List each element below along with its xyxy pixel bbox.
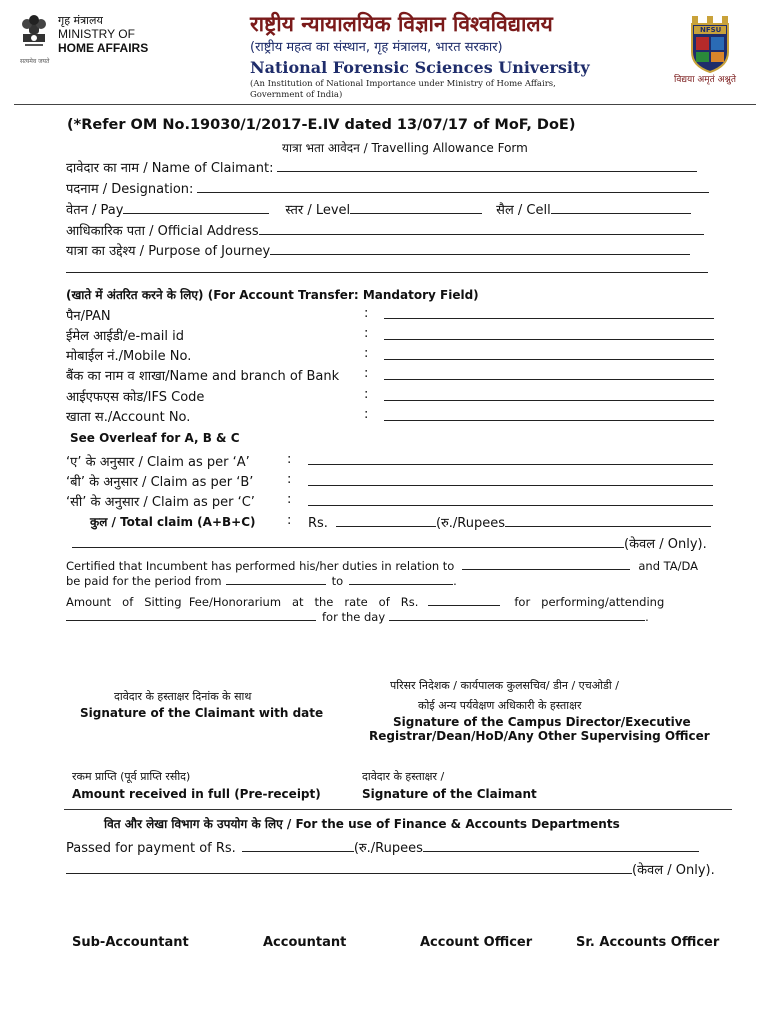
- total-claim-colon: :: [287, 513, 292, 528]
- sub-accountant-label: Sub-Accountant: [72, 935, 189, 950]
- national-emblem-icon: [18, 14, 50, 60]
- designation-field[interactable]: [197, 181, 709, 193]
- sr-accounts-officer-label: Sr. Accounts Officer: [576, 935, 720, 950]
- nfsu-logo-motto: विद्यया अमृतं अश्नुते: [674, 75, 737, 85]
- ifsc-colon: :: [364, 387, 369, 402]
- sitting-row-2: [66, 609, 649, 624]
- mobile-colon: :: [364, 346, 369, 361]
- director-signature-english-1: Signature of the Campus Director/Executive: [393, 715, 691, 729]
- mobile-field[interactable]: [384, 358, 714, 360]
- pan-field[interactable]: [384, 317, 714, 319]
- total-claim-row: [308, 513, 711, 531]
- university-english-subtitle-2: Government of India): [250, 90, 343, 100]
- designation-row: [66, 179, 709, 197]
- header-divider: [14, 104, 756, 105]
- certified-text-2a: be paid for the period from: [66, 574, 222, 588]
- pan-colon: :: [364, 306, 369, 321]
- claim-b-field[interactable]: [308, 484, 713, 486]
- claim-c-colon: :: [287, 492, 292, 507]
- claim-c-label: ‘सी’ के अनुसार / Claim as per ‘C’: [66, 495, 255, 510]
- period-from-field[interactable]: [226, 573, 326, 585]
- sitting-text-2: for performing/attending: [514, 595, 665, 609]
- total-only-label: (केवल / Only).: [624, 537, 707, 552]
- claimant-name-row: [66, 158, 697, 176]
- nfsu-logo-icon: [688, 14, 732, 78]
- finance-passed-row: [66, 838, 699, 856]
- emblem-caption: सत्यमेव जयते: [20, 58, 50, 65]
- bank-field[interactable]: [384, 378, 714, 380]
- finance-words-field[interactable]: [66, 862, 632, 874]
- claimant-signature-2-english: Signature of the Claimant: [362, 787, 537, 801]
- total-words-row: [72, 534, 707, 552]
- address-row: [66, 221, 704, 239]
- sitting-performing-field[interactable]: [66, 609, 316, 621]
- email-field[interactable]: [384, 338, 714, 340]
- ministry-hindi: गृह मंत्रालय: [58, 14, 103, 27]
- sitting-period: .: [645, 610, 649, 624]
- sitting-text-1: Amount of Sitting Fee/Honorarium at the rate of Rs.: [66, 595, 419, 609]
- claim-c-field[interactable]: [308, 504, 713, 506]
- account-no-label: खाता स./Account No.: [66, 410, 191, 425]
- sitting-day-field[interactable]: [389, 609, 645, 621]
- cell-label: सैल / Cell: [496, 203, 551, 218]
- claim-a-colon: :: [287, 452, 292, 467]
- ministry-line2: HOME AFFAIRS: [58, 41, 149, 55]
- mobile-label: मोबाईल नं./Mobile No.: [66, 349, 192, 364]
- ifsc-label: आईएफएस कोड/IFS Code: [66, 390, 205, 405]
- finance-only-label: (केवल / Only).: [632, 863, 715, 878]
- purpose-row: [66, 241, 690, 259]
- certified-row-2: [66, 573, 457, 588]
- ifsc-field[interactable]: [384, 399, 714, 401]
- finance-rupees-field[interactable]: [423, 840, 699, 852]
- certified-period: .: [453, 574, 457, 588]
- sitting-text-3: for the day: [322, 610, 386, 624]
- email-label: ईमेल आईडी/e-mail id: [66, 329, 185, 344]
- pay-label: वेतन / Pay: [66, 203, 124, 218]
- account-no-field[interactable]: [384, 419, 714, 421]
- form-title: यात्रा भता आवेदन / Travelling Allowance Form: [282, 141, 528, 155]
- purpose-label: यात्रा का उद्देश्य / Purpose of Journey: [66, 244, 271, 259]
- finance-amount-field[interactable]: [242, 840, 354, 852]
- email-colon: :: [364, 326, 369, 341]
- total-claim-label: कुल / Total claim (A+B+C): [90, 515, 256, 529]
- overleaf-note: See Overleaf for A, B & C: [70, 431, 240, 445]
- claim-b-colon: :: [287, 472, 292, 487]
- university-hindi-subtitle: (राष्ट्रीय महत्व का संस्थान, गृह मंत्रालय, भारत सरकार): [250, 40, 503, 55]
- total-words-field[interactable]: [72, 536, 624, 548]
- sitting-row-1: [66, 594, 664, 609]
- purpose-field[interactable]: [270, 243, 690, 255]
- account-no-colon: :: [364, 407, 369, 422]
- pan-label: पैन/PAN: [66, 309, 111, 324]
- total-amount-field[interactable]: [336, 515, 436, 527]
- certified-text-2b: to: [331, 574, 344, 588]
- accountant-label: Accountant: [263, 935, 347, 950]
- finance-divider: [64, 809, 732, 810]
- form-reference: (*Refer OM No.19030/1/2017-E.IV dated 13/07/17 of MoF, DoE): [67, 117, 576, 133]
- pay-field[interactable]: [123, 202, 269, 214]
- total-rupees-field[interactable]: [505, 515, 711, 527]
- total-rupees-label: (रु./Rupees: [435, 516, 506, 531]
- address-label: आधिकारिक पता / Official Address: [66, 224, 259, 239]
- nfsu-logo-text: NFSU: [700, 26, 722, 34]
- claimant-signature-english: Signature of the Claimant with date: [80, 706, 324, 720]
- level-field[interactable]: [350, 202, 482, 214]
- finance-rupees-label: (रु./Rupees: [353, 841, 423, 856]
- account-heading: (खाते में अंतरित करने के लिए) (For Account Transfer: Mandatory Field): [66, 288, 479, 302]
- finance-words-row: [66, 860, 715, 878]
- sitting-rate-field[interactable]: [428, 594, 500, 606]
- certified-row-1: [66, 558, 698, 573]
- amount-received-english: Amount received in full (Pre-receipt): [72, 787, 321, 801]
- level-label: स्तर / Level: [285, 203, 351, 218]
- designation-label: पदनाम / Designation:: [66, 182, 194, 197]
- university-hindi-name: राष्ट्रीय न्यायालयिक विज्ञान विश्वविद्यालय: [250, 12, 553, 36]
- director-signature-english-2: Registrar/Dean/HoD/Any Other Supervising Officer: [369, 729, 710, 743]
- pay-row: [66, 200, 691, 218]
- certified-text-1: Certified that Incumbent has performed his/her duties in relation to: [66, 559, 455, 573]
- total-rs-label: Rs.: [308, 516, 328, 531]
- ministry-line1: MINISTRY OF: [58, 27, 135, 41]
- certified-duty-field[interactable]: [462, 558, 630, 570]
- certified-and-text: and TA/DA: [638, 559, 699, 573]
- address-field[interactable]: [259, 223, 704, 235]
- university-english-subtitle-1: (An Institution of National Importance under Ministry of Home Affairs,: [250, 79, 556, 89]
- purpose-continuation-field[interactable]: [66, 271, 708, 273]
- director-signature-hindi-2: कोई अन्य पर्यवेक्षण अधिकारी के हस्ताक्षर: [418, 699, 582, 712]
- claim-b-label: ‘बी’ के अनुसार / Claim as per ‘B’: [66, 475, 254, 490]
- claimant-name-field[interactable]: [277, 160, 697, 172]
- cell-field[interactable]: [551, 202, 691, 214]
- claim-a-label: ‘ए’ के अनुसार / Claim as per ‘A’: [66, 455, 250, 470]
- finance-heading: वित और लेखा विभाग के उपयोग के लिए / For the use of Finance & Accounts Departments: [104, 817, 620, 831]
- claimant-name-label: दावेदार का नाम / Name of Claimant:: [66, 161, 274, 176]
- claimant-signature-hindi: दावेदार के हस्ताक्षर दिनांक के साथ: [114, 690, 252, 703]
- university-english-name: National Forensic Sciences University: [250, 58, 590, 77]
- bank-colon: :: [364, 366, 369, 381]
- finance-passed-label: Passed for payment of Rs.: [66, 841, 236, 856]
- director-signature-hindi-1: परिसर निदेशक / कार्यपालक कुलसचिव/ डीन / एचओडी /: [390, 679, 619, 692]
- amount-received-hindi: रकम प्राप्ति (पूर्व प्राप्ति रसीद): [72, 770, 191, 783]
- claimant-signature-2-hindi: दावेदार के हस्ताक्षर /: [362, 770, 445, 783]
- claim-a-field[interactable]: [308, 463, 713, 465]
- bank-label: बैंक का नाम व शाखा/Name and branch of Bank: [66, 369, 340, 384]
- period-to-field[interactable]: [349, 573, 453, 585]
- account-officer-label: Account Officer: [420, 935, 533, 950]
